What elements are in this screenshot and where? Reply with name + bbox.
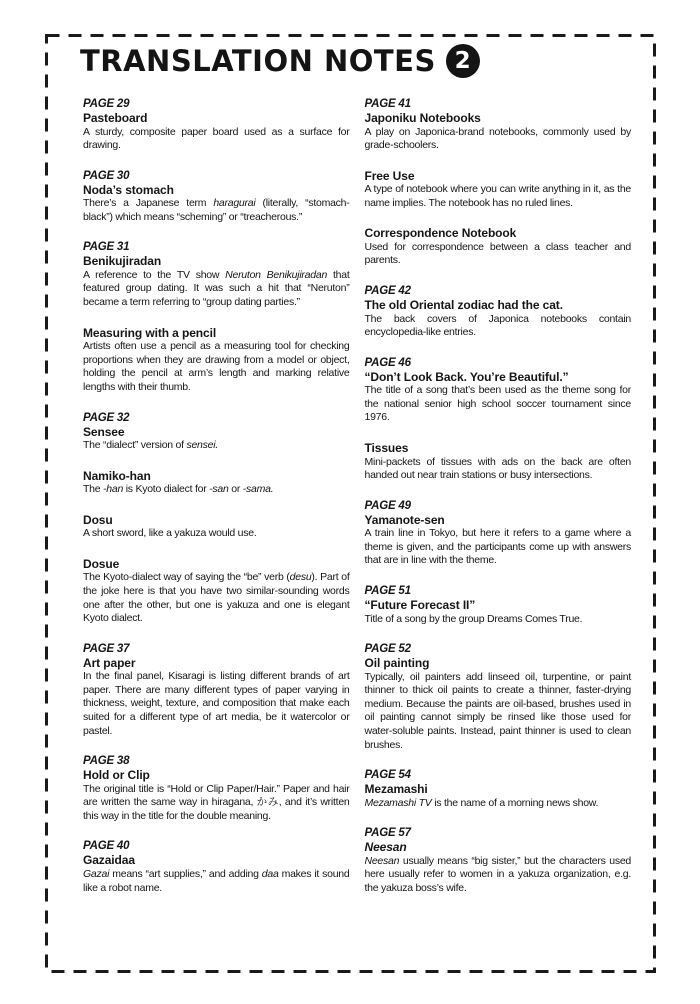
note-entry [365,441,632,483]
note-heading: Dosu [83,512,113,527]
note-heading: Dosue [83,556,120,571]
page-label: PAGE 49 [364,499,411,512]
page-label: PAGE 57 [364,827,411,840]
note-heading: Neesan [364,840,407,855]
page-label: PAGE 31 [83,241,130,254]
note-body: A type of notebook where you can write anything in it, as the name implies. The notebook has no ruled lines. [364,183,631,209]
note-body: The title of a song that’s been used as the theme song for the national senior high school soccer tournament since 1976. [364,384,631,424]
note-entry [365,826,632,895]
note-body: A play on Japonica-brand notebooks, commonly used by grade-schoolers. [364,125,631,152]
page-label: PAGE 32 [83,411,130,424]
note-entry [83,513,350,541]
note-entry [83,642,350,738]
note-body: Gazai means “art supplies,” and adding daa makes it sound like a robot name. [83,867,350,894]
note-body: The Kyoto-dialect way of saying the “be” verb (desu). Part of the joke here is that you have two similar-sounding words one after the other, but one is yakuza and one is elegant Kyoto dialect. [83,571,350,625]
note-body: Used for correspondence between a class teacher and parents. [364,240,631,267]
page-label: PAGE 51 [364,585,411,597]
note-heading: The old Oriental zodiac had the cat. [364,298,563,313]
note-heading: Tissues [364,441,409,456]
note-heading: Measuring with a pencil [83,325,217,340]
page-label: PAGE 41 [364,98,411,110]
volume-number: 2 [454,47,472,74]
note-heading: Noda’s stomach [83,182,174,197]
note-entry [365,768,632,810]
volume-2-badge [446,44,480,78]
note-entry [83,169,350,225]
note-body: The original title is “Hold or Clip Paper/Hair.” Paper and hair are written the same way in hiragana, かみ, and it’s written this way in the title for the double meaning. [83,782,350,822]
note-heading: Japoniku Notebooks [364,111,481,125]
page-label: PAGE 37 [83,642,130,655]
notes-column-right [365,97,632,912]
note-body: A train line in Tokyo, but here it refers to a game where a theme is given, and the participants come up with answers that are in line with the theme. [364,527,631,567]
note-entry [365,499,632,568]
note-heading: Oil painting [364,656,430,671]
note-heading: Benikujiradan [83,254,162,269]
note-body: In the final panel, Kisaragi is listing different brands of art paper. There are many different types of paper varying in thickness, weight, texture, and composition that make each suited for a different type of art media, be it watercolor or pastel. [83,670,350,737]
note-entry [365,97,632,153]
note-entry [83,469,350,497]
note-entry [365,584,632,626]
note-entry [83,326,350,395]
note-body: A short sword, like a yakuza would use. [83,527,257,540]
note-body: Mezamashi TV is the name of a morning news show. [364,796,599,809]
note-heading: Yamanote-sen [364,512,445,527]
note-entry [83,240,350,309]
note-heading: Sensee [83,424,125,439]
page-label: PAGE 46 [364,356,411,369]
note-body: The back covers of Japonica notebooks contain encyclopedia-like entries. [364,312,631,339]
note-heading: Gazaidaa [83,853,135,868]
note-body: A sturdy, composite paper board used as a surface for drawing. [83,125,350,152]
note-entry [83,97,350,153]
note-body: Title of a song by the group Dreams Comes True. [364,612,583,625]
note-entry [83,411,350,453]
note-heading: Art paper [83,655,136,670]
note-entry [365,284,632,340]
page-label: PAGE 54 [364,769,411,782]
note-body: The “dialect” version of sensei. [83,439,218,452]
note-entry [365,226,632,268]
notes-column-left [83,97,350,912]
note-body: Artists often use a pencil as a measuring tool for checking proportions when they are drawing from a model or object, holding the pencil at arm’s length and marking relative lengths with their thumb. [83,340,350,393]
note-body: Mini-packets of tissues with ads on the back are often handed out near train stations or busy intersections. [364,455,631,482]
note-body: There’s a Japanese term haragurai (literally, “stomach-black”) which means “scheming” or “treacherous.” [83,197,350,223]
note-heading: Hold or Clip [83,768,150,783]
notes-columns [83,97,631,912]
page-label: PAGE 52 [364,643,411,656]
note-entry [365,642,632,752]
page-title [80,44,480,78]
note-entry [83,754,350,823]
note-entry [83,839,350,895]
note-heading: Correspondence Notebook [364,226,517,241]
note-body: Typically, oil painters add linseed oil, turpentine, or paint thinner to thick oil paints to create a thinner, faster-drying medium. Because the paints are oil-based, brushes used in oil painting cannot simply be rinsed like those used for water-soluble paints. Instead, paint thinner is used to clean brushes. [364,670,631,751]
note-heading: “Don’t Look Back. You’re Beautiful.” [364,369,569,384]
page-label: PAGE 40 [83,840,130,853]
note-entry [365,356,632,425]
note-heading: “Future Forecast II” [364,598,476,612]
note-entry [83,557,350,626]
page-label: PAGE 42 [364,285,411,298]
note-body: The -han is Kyoto dialect for -san or -sama. [83,483,274,496]
note-entry [365,169,632,211]
note-heading: Free Use [364,168,415,183]
note-heading: Namiko-han [83,468,151,483]
note-heading: Mezamashi [364,782,428,797]
note-heading: Pasteboard [83,111,148,125]
page-label: PAGE 30 [83,169,130,182]
page-label: PAGE 38 [83,755,130,768]
page-label: PAGE 29 [83,98,130,110]
note-body: Neesan usually means “big sister,” but the characters used here usually refer to women in a yakuza organization, e.g. the yakuza boss’s wife. [364,854,631,894]
note-body: A reference to the TV show Neruton Benikujiradan that featured group dating. It was such a hit that “Neruton” became a term referring to “group dating parties.” [83,268,350,309]
page-title-text: TRANSLATION NOTES [80,44,436,78]
